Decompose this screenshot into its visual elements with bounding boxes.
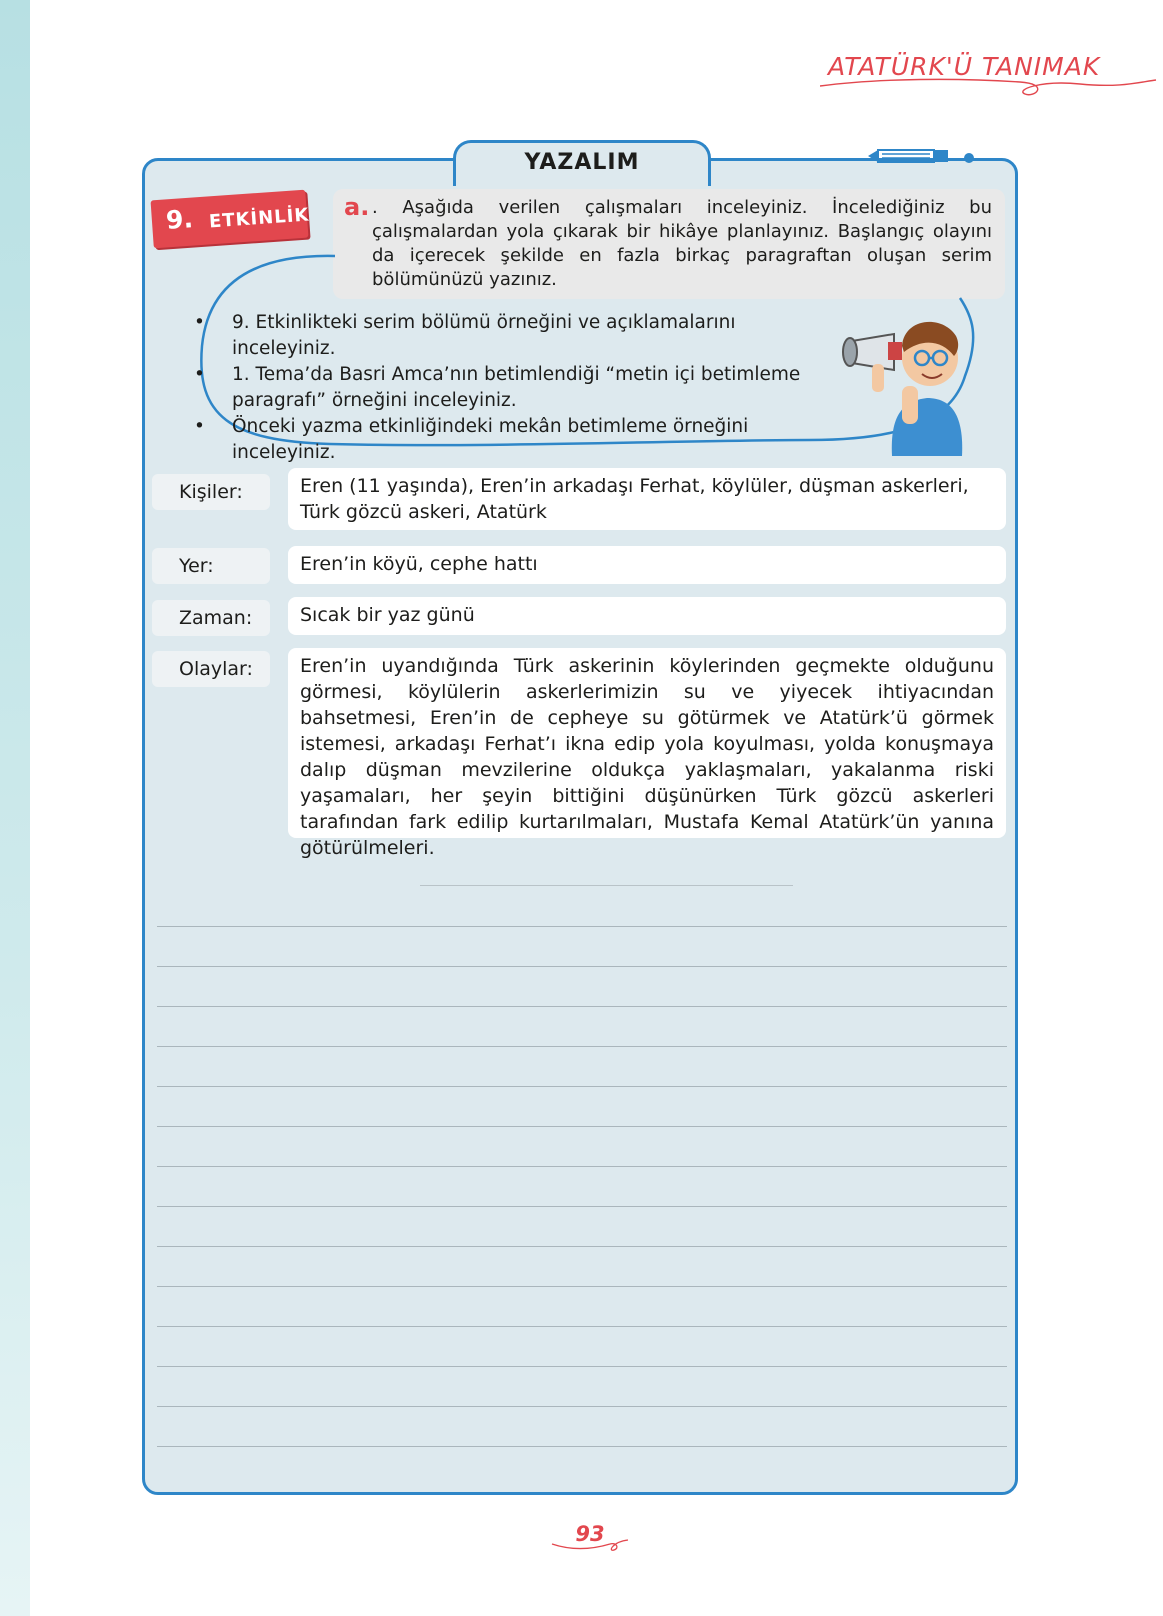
pencil-icon	[866, 146, 976, 166]
list-item: • Önceki yazma etkinliğindeki mekân betimleme örneğini inceleyiniz.	[194, 414, 829, 466]
label-events: Olaylar:	[152, 651, 270, 687]
list-item: • 1. Tema’da Basri Amca’nın betimlendiği “metin içi betimleme paragrafı” örneğini inceleyiniz.	[194, 362, 829, 414]
value-place: Eren’in köyü, cephe hattı	[288, 546, 1006, 584]
page-number-swash	[550, 1534, 630, 1558]
writing-line[interactable]	[157, 926, 1007, 927]
writing-line[interactable]	[157, 1046, 1007, 1047]
writing-line[interactable]	[157, 1286, 1007, 1287]
value-characters: Eren (11 yaşında), Eren’in arkadaşı Ferhat, köylüler, düşman askerleri, Türk gözcü askeri, Atatürk	[288, 468, 1006, 530]
writing-line[interactable]	[157, 1086, 1007, 1087]
value-time: Sıcak bir yaz günü	[288, 597, 1006, 635]
label-place: Yer:	[152, 548, 270, 584]
title-line[interactable]	[420, 885, 793, 886]
writing-line[interactable]	[157, 1206, 1007, 1207]
writing-line[interactable]	[157, 1366, 1007, 1367]
activity-number: 9.	[165, 204, 194, 235]
writing-line[interactable]	[157, 1006, 1007, 1007]
writing-line[interactable]	[157, 1326, 1007, 1327]
header-swash	[820, 74, 1160, 104]
list-item: • 9. Etkinlikteki serim bölümü örneğini ve açıklamalarını inceleyiniz.	[194, 310, 829, 362]
page-number: 93	[575, 1522, 605, 1546]
value-events: Eren’in uyandığında Türk askerinin köylerinden geçmekte olduğunu görmesi, köylülerin askerlerimizin su ve yiyecek ihtiyacından bahsetmesi, Eren’in de cepheye su götürmek ve Atatürk’ü görmek istemesi, arkadaşı Ferhat’ı ikna edip yola koyulması, yolda konuşmaya dalıp düşman mevzilerine oldukça yaklaşmaları, yakalanma riski yaşamaları, her şeyin bittiğini düşünürken Türk gözcü askerleri tarafından fark edilip kurtarılmaları, Mustafa Kemal Atatürk’ün yanına götürülmeleri.	[288, 648, 1006, 838]
activity-label: ETKİNLİK	[208, 204, 311, 233]
label-characters: Kişiler:	[152, 474, 270, 510]
writing-line[interactable]	[157, 1446, 1007, 1447]
hint-list	[194, 310, 829, 466]
label-time: Zaman:	[152, 600, 270, 636]
writing-line[interactable]	[157, 966, 1007, 967]
header-title: ATATÜRK'Ü TANIMAK	[828, 52, 1101, 81]
writing-line[interactable]	[157, 1126, 1007, 1127]
side-strip	[0, 0, 30, 1616]
writing-line[interactable]	[157, 1246, 1007, 1247]
task-instruction: . Aşağıda verilen çalışmaları inceleyiniz. İncelediğiniz bu çalışmalardan yola çıkarak bir hikâye planlayınız. Başlangıç olayını da içerecek şekilde en fazla birkaç paragraftan oluşan serim bölümünüzü yazınız.	[372, 197, 992, 290]
writing-line[interactable]	[157, 1406, 1007, 1407]
writing-line[interactable]	[157, 1166, 1007, 1167]
boy-megaphone-illustration	[842, 306, 972, 456]
section-title: YAZALIM	[524, 150, 640, 175]
task-letter: a.	[344, 193, 370, 221]
